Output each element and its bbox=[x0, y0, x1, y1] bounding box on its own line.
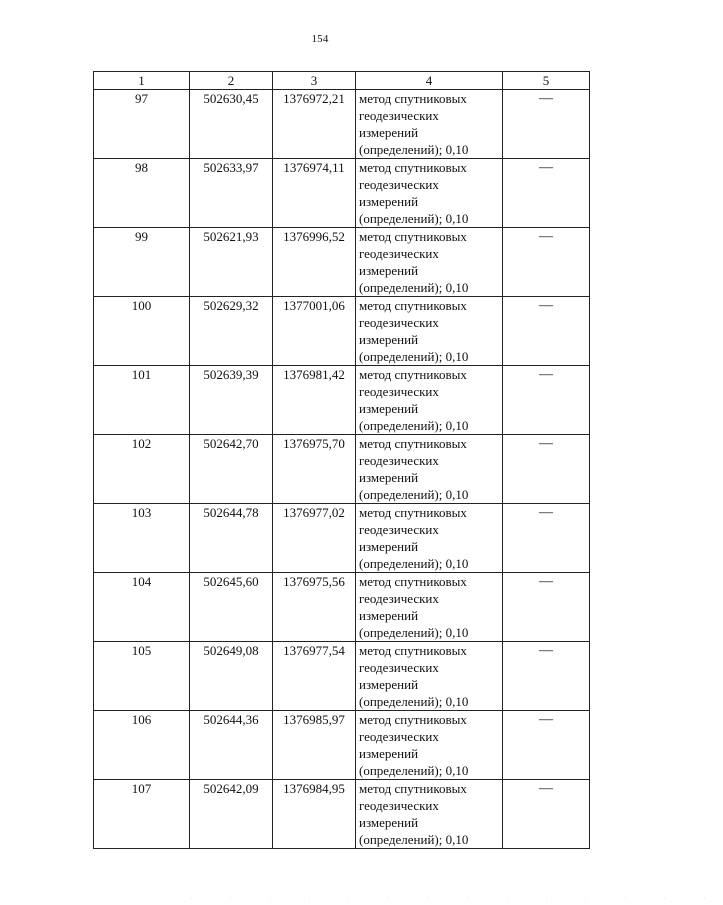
cell-note: — bbox=[503, 297, 590, 366]
column-header-4: 4 bbox=[356, 72, 503, 90]
cell-method: метод спутниковых геодезических измерений (определений); 0,10 bbox=[356, 780, 503, 849]
cell-method: метод спутниковых геодезических измерений (определений); 0,10 bbox=[356, 159, 503, 228]
cell-y-coordinate: 1376977,54 bbox=[273, 642, 356, 711]
table-row bbox=[94, 297, 590, 366]
table-row bbox=[94, 90, 590, 159]
page-number: 154 bbox=[311, 33, 329, 45]
table-row bbox=[94, 366, 590, 435]
cell-point-number: 101 bbox=[94, 366, 190, 435]
cell-x-coordinate: 502633,97 bbox=[190, 159, 273, 228]
cell-y-coordinate: 1376974,11 bbox=[273, 159, 356, 228]
cell-y-coordinate: 1376981,42 bbox=[273, 366, 356, 435]
cell-point-number: 106 bbox=[94, 711, 190, 780]
cell-method: метод спутниковых геодезических измерений (определений); 0,10 bbox=[356, 228, 503, 297]
cell-point-number: 103 bbox=[94, 504, 190, 573]
cell-method: метод спутниковых геодезических измерений (определений); 0,10 bbox=[356, 90, 503, 159]
cell-x-coordinate: 502642,70 bbox=[190, 435, 273, 504]
table-row bbox=[94, 642, 590, 711]
cell-method: метод спутниковых геодезических измерений (определений); 0,10 bbox=[356, 297, 503, 366]
cell-note: — bbox=[503, 366, 590, 435]
cell-note: — bbox=[503, 228, 590, 297]
cell-y-coordinate: 1376975,70 bbox=[273, 435, 356, 504]
cell-point-number: 99 bbox=[94, 228, 190, 297]
table-header bbox=[94, 72, 590, 90]
cell-method: метод спутниковых геодезических измерений (определений); 0,10 bbox=[356, 504, 503, 573]
table-row bbox=[94, 435, 590, 504]
header-row bbox=[94, 72, 590, 90]
cell-method: метод спутниковых геодезических измерений (определений); 0,10 bbox=[356, 573, 503, 642]
cell-x-coordinate: 502639,39 bbox=[190, 366, 273, 435]
column-header-3: 3 bbox=[273, 72, 356, 90]
cell-y-coordinate: 1376975,56 bbox=[273, 573, 356, 642]
cell-method: метод спутниковых геодезических измерений (определений); 0,10 bbox=[356, 642, 503, 711]
cell-method: метод спутниковых геодезических измерений (определений); 0,10 bbox=[356, 435, 503, 504]
cell-note: — bbox=[503, 711, 590, 780]
cell-x-coordinate: 502644,36 bbox=[190, 711, 273, 780]
cell-x-coordinate: 502644,78 bbox=[190, 504, 273, 573]
cell-x-coordinate: 502649,08 bbox=[190, 642, 273, 711]
coordinates-table bbox=[93, 71, 590, 849]
cell-x-coordinate: 502621,93 bbox=[190, 228, 273, 297]
cell-note: — bbox=[503, 435, 590, 504]
table-row bbox=[94, 228, 590, 297]
cell-y-coordinate: 1376977,02 bbox=[273, 504, 356, 573]
cell-x-coordinate: 502630,45 bbox=[190, 90, 273, 159]
table-row bbox=[94, 573, 590, 642]
cell-y-coordinate: 1376972,21 bbox=[273, 90, 356, 159]
cell-point-number: 97 bbox=[94, 90, 190, 159]
table-row bbox=[94, 504, 590, 573]
cell-x-coordinate: 502629,32 bbox=[190, 297, 273, 366]
cell-note: — bbox=[503, 573, 590, 642]
table-row bbox=[94, 780, 590, 849]
cell-point-number: 98 bbox=[94, 159, 190, 228]
cell-note: — bbox=[503, 504, 590, 573]
column-header-1: 1 bbox=[94, 72, 190, 90]
cell-point-number: 104 bbox=[94, 573, 190, 642]
table-row bbox=[94, 711, 590, 780]
cell-point-number: 102 bbox=[94, 435, 190, 504]
cell-note: — bbox=[503, 90, 590, 159]
cell-note: — bbox=[503, 642, 590, 711]
cell-x-coordinate: 502645,60 bbox=[190, 573, 273, 642]
cell-y-coordinate: 1377001,06 bbox=[273, 297, 356, 366]
table-body bbox=[94, 90, 590, 849]
cell-method: метод спутниковых геодезических измерений (определений); 0,10 bbox=[356, 711, 503, 780]
cell-note: — bbox=[503, 159, 590, 228]
cell-x-coordinate: 502642,09 bbox=[190, 780, 273, 849]
scan-artifact-marks: · · · · · · · · · · · · · · bbox=[190, 896, 723, 902]
cell-point-number: 107 bbox=[94, 780, 190, 849]
column-header-5: 5 bbox=[503, 72, 590, 90]
column-header-2: 2 bbox=[190, 72, 273, 90]
cell-method: метод спутниковых геодезических измерений (определений); 0,10 bbox=[356, 366, 503, 435]
cell-note: — bbox=[503, 780, 590, 849]
cell-y-coordinate: 1376996,52 bbox=[273, 228, 356, 297]
cell-point-number: 100 bbox=[94, 297, 190, 366]
cell-y-coordinate: 1376984,95 bbox=[273, 780, 356, 849]
table-row bbox=[94, 159, 590, 228]
cell-point-number: 105 bbox=[94, 642, 190, 711]
cell-y-coordinate: 1376985,97 bbox=[273, 711, 356, 780]
